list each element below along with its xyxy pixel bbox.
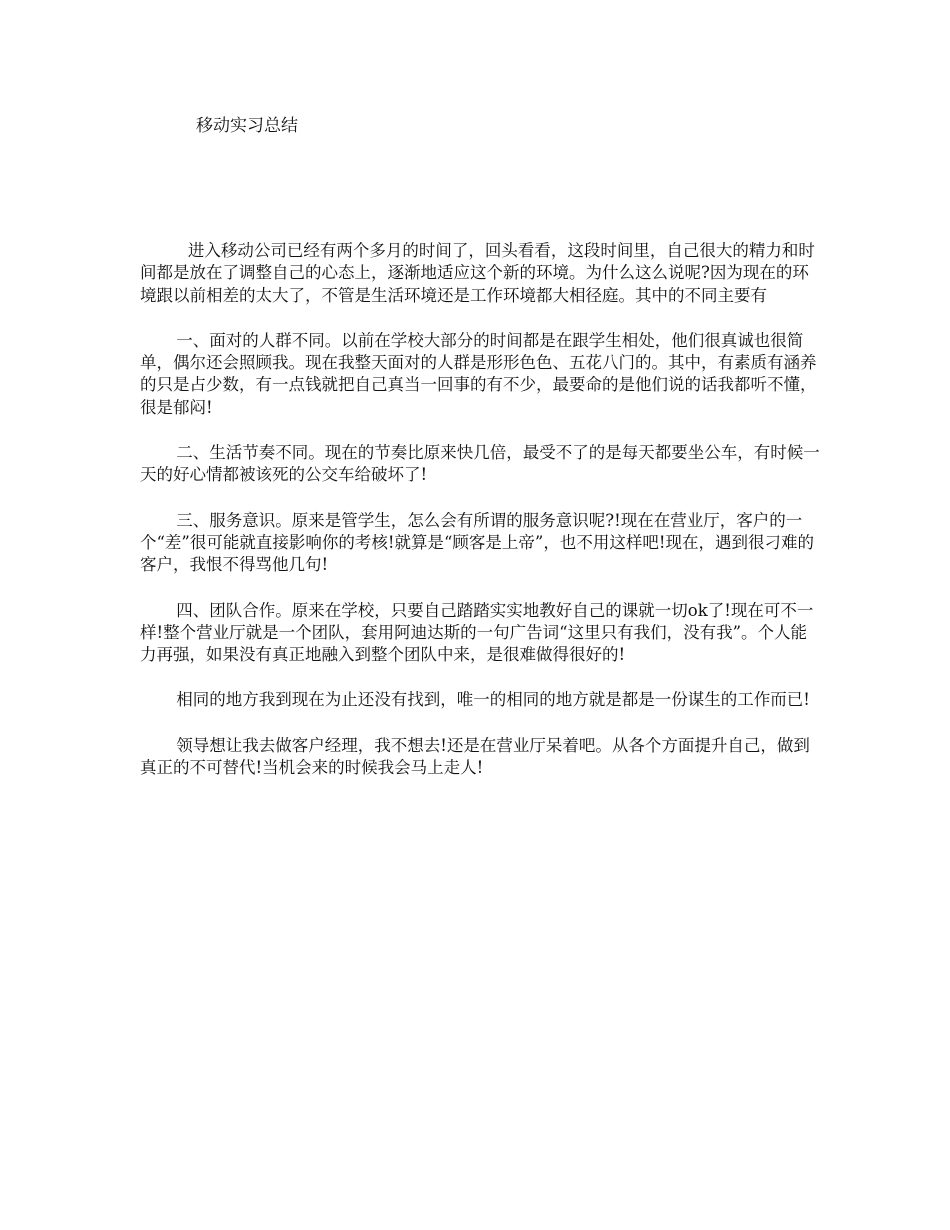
paragraph-point-four: 四、团队合作。原来在学校，只要自己踏踏实实地教好自己的课就一切ok了!现在可不一样!整个营业厅就是一个团队，套用阿迪达斯的一句广告词“这里只有我们，没有我”。个人能力再强，如果没有真正地融入到整个团队中来，是很难做得很好的! (140, 600, 814, 665)
document-title: 移动实习总结 (196, 116, 298, 136)
paragraph-similarity: 相同的地方我到现在为止还没有找到，唯一的相同的地方就是都是一份谋生的工作而已! (176, 690, 810, 710)
document-body (140, 240, 820, 802)
paragraph-point-two: 二、生活节奏不同。现在的节奏比原来快几倍，最受不了的是每天都要坐公车，有时候一天的好心情都被该死的公交车给破坏了! (140, 443, 820, 485)
paragraph-point-one: 一、面对的人群不同。以前在学校大部分的时间都是在跟学生相处，他们很真诚也很简单，偶尔还会照顾我。现在我整天面对的人群是形形色色、五花八门的。其中，有素质有涵养的只是占少数，有一点钱就把自己真当一回事的有不少，最要命的是他们说的话我都听不懂，很是郁闷! (140, 330, 817, 417)
paragraph-intro: 进入移动公司已经有两个多月的时间了，回头看看，这段时间里，自己很大的精力和时间都是放在了调整自己的心态上，逐渐地适应这个新的环境。为什么这么说呢?因为现在的环境跟以前相差的太大了，不管是生活环境还是工作环境都大相径庭。其中的不同主要有 (140, 241, 815, 305)
paragraph-conclusion: 领导想让我去做客户经理，我不想去!还是在营业厅呆着吧。从各个方面提升自己，做到真正的不可替代!当机会来的时候我会马上走人! (140, 735, 810, 778)
paragraph-point-three: 三、服务意识。原来是管学生，怎么会有所谓的服务意识呢?!现在在营业厅，客户的一个“差”很可能就直接影响你的考核!就算是“顾客是上帝”，也不用这样吧!现在，遇到很刁难的客户，我恨不得骂他几句! (140, 510, 815, 575)
